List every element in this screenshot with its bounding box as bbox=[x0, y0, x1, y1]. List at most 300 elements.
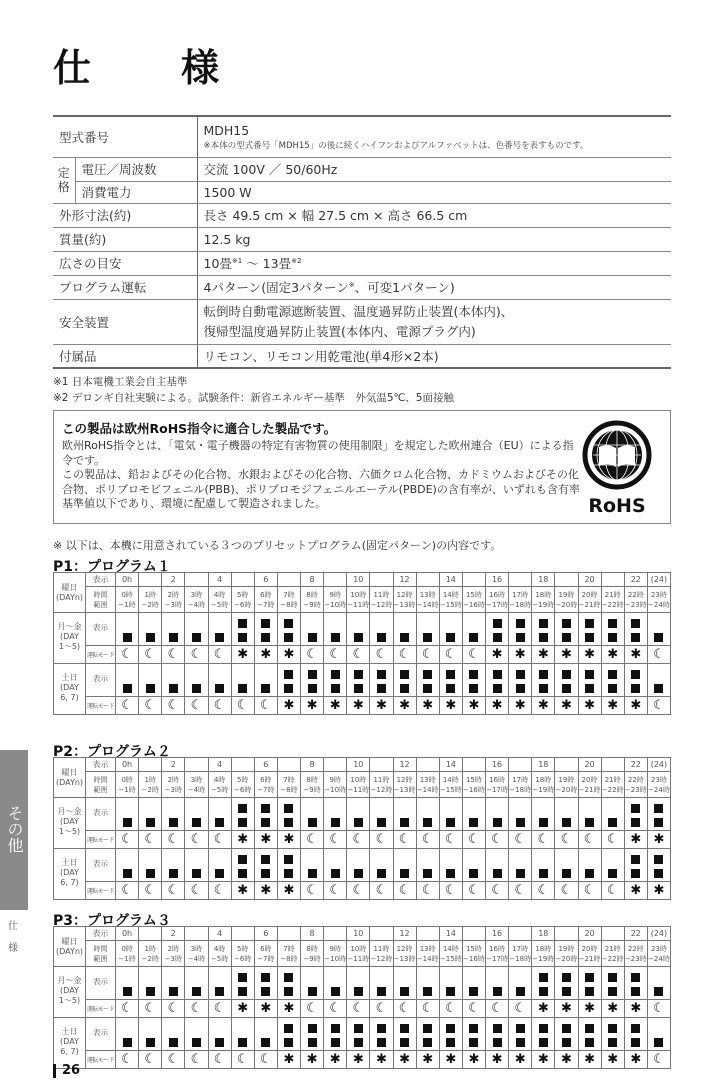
time-range-cell: 4時 −5時 bbox=[208, 772, 231, 798]
level-square-icon bbox=[585, 818, 594, 827]
level-square-icon bbox=[146, 987, 155, 996]
display-level-cell bbox=[509, 664, 532, 697]
time-range-cell: 22時 −23時 bbox=[624, 772, 647, 798]
display-level-cell bbox=[647, 967, 670, 1000]
level-square-icon bbox=[493, 684, 502, 693]
sun-icon: ✱ bbox=[630, 1000, 642, 1016]
time-range-cell: 11時 −12時 bbox=[370, 772, 393, 798]
mode-cell bbox=[324, 831, 347, 849]
level-square-icon bbox=[608, 670, 617, 679]
mode-cell bbox=[324, 646, 347, 664]
level-square-icon bbox=[400, 869, 409, 878]
display-level-cell bbox=[647, 613, 670, 646]
mode-cell bbox=[647, 882, 670, 900]
level-square-icon bbox=[516, 619, 525, 628]
mode-cell bbox=[185, 697, 208, 715]
mode-cell bbox=[393, 1000, 416, 1018]
display-level-cell bbox=[324, 613, 347, 646]
moon-icon: ☾ bbox=[144, 697, 157, 713]
level-square-icon bbox=[608, 869, 617, 878]
display-level-cell bbox=[532, 798, 555, 831]
moon-icon: ☾ bbox=[444, 882, 457, 898]
time-range-cell: 18時 −19時 bbox=[532, 587, 555, 613]
spec-value-power: 1500 W bbox=[197, 181, 671, 203]
spec-value-accessories: リモコン、リモコン用乾電池(単4形×2本) bbox=[197, 344, 671, 368]
time-range-header: 時間 範囲 bbox=[86, 587, 116, 613]
level-square-icon bbox=[261, 804, 270, 813]
level-square-icon bbox=[169, 987, 178, 996]
sun-icon: ✱ bbox=[306, 1051, 318, 1067]
display-level-cell bbox=[231, 664, 254, 697]
moon-icon: ☾ bbox=[167, 882, 180, 898]
rohs-title: この製品は欧州RoHS指令に適合した製品です。 bbox=[62, 421, 337, 436]
display-level-cell bbox=[139, 849, 162, 882]
level-square-icon bbox=[608, 987, 617, 996]
mode-cell bbox=[462, 882, 485, 900]
display-level-cell bbox=[393, 967, 416, 1000]
level-square-icon bbox=[631, 1038, 640, 1047]
sun-icon: ✱ bbox=[260, 1000, 272, 1016]
hour-mark: 2 bbox=[162, 573, 185, 587]
level-square-icon bbox=[331, 869, 340, 878]
moon-icon: ☾ bbox=[514, 831, 527, 847]
level-square-icon bbox=[585, 633, 594, 642]
sun-icon: ✱ bbox=[468, 1051, 480, 1067]
display-level-cell bbox=[185, 798, 208, 831]
mode-cell bbox=[254, 646, 277, 664]
level-square-icon bbox=[516, 987, 525, 996]
mode-cell bbox=[601, 1000, 624, 1018]
level-square-icon bbox=[516, 869, 525, 878]
hour-mark: (24) bbox=[647, 927, 670, 941]
level-square-icon bbox=[238, 869, 247, 878]
display-level-cell bbox=[301, 849, 324, 882]
mode-cell bbox=[601, 646, 624, 664]
display-level-cell bbox=[509, 613, 532, 646]
sun-icon: ✱ bbox=[607, 646, 619, 662]
footnotes bbox=[53, 374, 454, 406]
display-level-cell bbox=[254, 798, 277, 831]
spec-value-voltage: 交流 100V ／ 50/60Hz bbox=[197, 157, 671, 181]
level-square-icon bbox=[446, 869, 455, 878]
sun-icon: ✱ bbox=[491, 1051, 503, 1067]
level-square-icon bbox=[331, 633, 340, 642]
sun-icon: ✱ bbox=[283, 882, 295, 898]
time-range-cell: 7時 −8時 bbox=[277, 772, 300, 798]
mode-cell bbox=[277, 697, 300, 715]
display-level-cell bbox=[254, 613, 277, 646]
hour-mark bbox=[324, 758, 347, 772]
level-square-icon bbox=[631, 1024, 640, 1033]
section-tab-other: その他 bbox=[0, 750, 28, 910]
display-level-cell bbox=[185, 1018, 208, 1051]
hour-mark: 16 bbox=[486, 927, 509, 941]
sun-icon: ✱ bbox=[329, 1051, 341, 1067]
moon-icon: ☾ bbox=[121, 1051, 133, 1067]
level-square-icon bbox=[308, 633, 317, 642]
hour-mark: 18 bbox=[532, 573, 555, 587]
level-square-icon bbox=[261, 973, 270, 982]
level-square-icon bbox=[469, 818, 478, 827]
mode-cell bbox=[509, 1000, 532, 1018]
display-level-cell bbox=[601, 967, 624, 1000]
level-square-icon bbox=[192, 987, 201, 996]
display-label: 表示 bbox=[86, 613, 116, 646]
time-range-cell: 22時 −23時 bbox=[624, 587, 647, 613]
moon-icon: ☾ bbox=[329, 1000, 342, 1016]
level-square-icon bbox=[400, 1038, 409, 1047]
level-square-icon bbox=[169, 1038, 178, 1047]
level-square-icon bbox=[631, 869, 640, 878]
spec-value-program: 4パターン(固定3パターン※、可変1パターン) bbox=[197, 275, 671, 299]
level-square-icon bbox=[284, 869, 293, 878]
display-label: 表示 bbox=[86, 967, 116, 1000]
level-square-icon bbox=[215, 684, 224, 693]
hour-mark: 16 bbox=[486, 573, 509, 587]
moon-icon: ☾ bbox=[213, 882, 226, 898]
display-level-cell bbox=[301, 613, 324, 646]
moon-icon: ☾ bbox=[352, 831, 365, 847]
mode-cell bbox=[532, 831, 555, 849]
spec-value-safety: 転倒時自動電源遮断装置、温度過昇防止装置(本体内)、 復帰型温度過昇防止装置(本体内、電源プラグ内) bbox=[197, 299, 671, 344]
sun-icon: ✱ bbox=[584, 1000, 596, 1016]
moon-icon: ☾ bbox=[306, 882, 318, 898]
mode-cell bbox=[231, 1000, 254, 1018]
display-level-cell bbox=[370, 1018, 393, 1051]
time-range-cell: 2時 −3時 bbox=[162, 941, 185, 967]
display-level-cell bbox=[370, 849, 393, 882]
mode-cell bbox=[231, 697, 254, 715]
moon-icon: ☾ bbox=[167, 831, 180, 847]
display-level-cell bbox=[624, 967, 647, 1000]
level-square-icon bbox=[469, 1024, 478, 1033]
display-level-cell bbox=[393, 613, 416, 646]
time-range-cell: 3時 −4時 bbox=[185, 772, 208, 798]
display-level-cell bbox=[393, 798, 416, 831]
mode-cell bbox=[116, 882, 139, 900]
moon-icon: ☾ bbox=[190, 831, 203, 847]
time-range-cell: 5時 −6時 bbox=[231, 772, 254, 798]
sun-icon: ✱ bbox=[237, 1000, 249, 1016]
spec-label-accessories: 付属品 bbox=[53, 344, 197, 368]
mode-cell bbox=[624, 831, 647, 849]
display-level-cell bbox=[532, 849, 555, 882]
level-square-icon bbox=[608, 619, 617, 628]
level-square-icon bbox=[284, 973, 293, 982]
display-level-cell bbox=[301, 967, 324, 1000]
mode-cell bbox=[347, 697, 370, 715]
level-square-icon bbox=[261, 987, 270, 996]
display-level-cell bbox=[254, 1018, 277, 1051]
moon-icon: ☾ bbox=[306, 646, 318, 662]
hour-mark: 6 bbox=[254, 927, 277, 941]
level-square-icon bbox=[123, 633, 132, 642]
sun-icon: ✱ bbox=[329, 697, 341, 713]
level-square-icon bbox=[146, 818, 155, 827]
mode-cell bbox=[370, 697, 393, 715]
mode-cell bbox=[578, 646, 601, 664]
level-square-icon bbox=[493, 818, 502, 827]
display-level-cell bbox=[486, 798, 509, 831]
display-level-cell bbox=[439, 967, 462, 1000]
display-level-cell bbox=[116, 1018, 139, 1051]
time-range-cell: 3時 −4時 bbox=[185, 587, 208, 613]
level-square-icon bbox=[539, 818, 548, 827]
moon-icon: ☾ bbox=[121, 646, 133, 662]
moon-icon: ☾ bbox=[491, 882, 503, 898]
moon-icon: ☾ bbox=[560, 831, 573, 847]
level-square-icon bbox=[192, 1038, 201, 1047]
level-square-icon bbox=[377, 1038, 386, 1047]
hour-mark bbox=[462, 573, 485, 587]
level-square-icon bbox=[169, 818, 178, 827]
moon-icon: ☾ bbox=[259, 697, 272, 713]
level-square-icon bbox=[539, 973, 548, 982]
display-level-cell bbox=[647, 849, 670, 882]
spec-value-dimensions: 長さ 49.5 cm × 幅 27.5 cm × 高さ 66.5 cm bbox=[197, 203, 671, 227]
level-square-icon bbox=[308, 1024, 317, 1033]
mode-cell bbox=[324, 1051, 347, 1069]
display-level-cell bbox=[393, 1018, 416, 1051]
level-square-icon bbox=[539, 633, 548, 642]
hour-mark bbox=[231, 573, 254, 587]
sun-icon: ✱ bbox=[514, 1051, 526, 1067]
level-square-icon bbox=[400, 1024, 409, 1033]
display-level-cell bbox=[277, 798, 300, 831]
display-level-cell bbox=[439, 1018, 462, 1051]
program-schedule-table bbox=[53, 572, 671, 715]
display-level-cell bbox=[162, 849, 185, 882]
display-header: 表示 bbox=[86, 927, 116, 941]
sun-icon: ✱ bbox=[653, 831, 665, 847]
weekend-label: 土日 (DAY 6, 7) bbox=[54, 664, 86, 715]
display-level-cell bbox=[416, 967, 439, 1000]
level-square-icon bbox=[446, 818, 455, 827]
level-square-icon bbox=[284, 633, 293, 642]
level-square-icon bbox=[562, 869, 571, 878]
moon-icon: ☾ bbox=[583, 831, 596, 847]
moon-icon: ☾ bbox=[121, 882, 133, 898]
display-label: 表示 bbox=[86, 798, 116, 831]
mode-cell bbox=[116, 646, 139, 664]
mode-cell bbox=[509, 1051, 532, 1069]
display-level-cell bbox=[162, 613, 185, 646]
mode-cell bbox=[277, 1000, 300, 1018]
level-square-icon bbox=[354, 684, 363, 693]
moon-icon: ☾ bbox=[121, 1000, 133, 1016]
sun-icon: ✱ bbox=[537, 1000, 549, 1016]
level-square-icon bbox=[469, 684, 478, 693]
display-level-cell bbox=[162, 664, 185, 697]
hour-mark: (24) bbox=[647, 758, 670, 772]
time-range-cell: 23時 −24時 bbox=[647, 587, 670, 613]
display-level-cell bbox=[277, 1018, 300, 1051]
mode-cell bbox=[647, 646, 670, 664]
sun-icon: ✱ bbox=[283, 1051, 295, 1067]
hour-mark: 14 bbox=[439, 758, 462, 772]
display-level-cell bbox=[231, 613, 254, 646]
mode-cell bbox=[139, 697, 162, 715]
level-square-icon bbox=[446, 670, 455, 679]
sun-icon: ✱ bbox=[584, 646, 596, 662]
mode-cell bbox=[486, 1000, 509, 1018]
level-square-icon bbox=[284, 818, 293, 827]
display-level-cell bbox=[555, 1018, 578, 1051]
mode-cell bbox=[370, 1051, 393, 1069]
level-square-icon bbox=[516, 1038, 525, 1047]
display-level-cell bbox=[555, 967, 578, 1000]
display-level-cell bbox=[116, 967, 139, 1000]
level-square-icon bbox=[284, 804, 293, 813]
spec-label-dimensions: 外形寸法(約) bbox=[53, 203, 197, 227]
hour-mark bbox=[139, 758, 162, 772]
level-square-icon bbox=[446, 1038, 455, 1047]
hour-mark: 0h bbox=[116, 758, 139, 772]
mode-cell bbox=[208, 882, 231, 900]
moon-icon: ☾ bbox=[190, 1000, 203, 1016]
display-header: 表示 bbox=[86, 573, 116, 587]
sun-icon: ✱ bbox=[283, 697, 295, 713]
mode-cell bbox=[162, 831, 185, 849]
hour-mark: 8 bbox=[301, 927, 324, 941]
level-square-icon bbox=[238, 987, 247, 996]
level-square-icon bbox=[608, 818, 617, 827]
hour-mark: 22 bbox=[624, 758, 647, 772]
mode-cell bbox=[462, 1000, 485, 1018]
moon-icon: ☾ bbox=[583, 882, 596, 898]
sun-icon: ✱ bbox=[422, 697, 434, 713]
mode-cell bbox=[555, 882, 578, 900]
mode-cell bbox=[116, 1051, 139, 1069]
level-square-icon bbox=[608, 1038, 617, 1047]
moon-icon: ☾ bbox=[421, 882, 434, 898]
display-level-cell bbox=[601, 798, 624, 831]
mode-cell bbox=[208, 697, 231, 715]
mode-cell bbox=[324, 697, 347, 715]
moon-icon: ☾ bbox=[213, 1000, 226, 1016]
mode-cell bbox=[162, 1000, 185, 1018]
spec-label-weight: 質量(約) bbox=[53, 227, 197, 251]
display-level-cell bbox=[578, 798, 601, 831]
level-square-icon bbox=[238, 1038, 247, 1047]
sun-icon: ✱ bbox=[630, 831, 642, 847]
sun-icon: ✱ bbox=[422, 1051, 434, 1067]
mode-cell bbox=[393, 1051, 416, 1069]
moon-icon: ☾ bbox=[236, 1051, 249, 1067]
mode-cell bbox=[416, 1000, 439, 1018]
display-level-cell bbox=[416, 664, 439, 697]
hour-mark bbox=[324, 927, 347, 941]
display-level-cell bbox=[439, 613, 462, 646]
display-level-cell bbox=[254, 664, 277, 697]
mode-cell bbox=[647, 697, 670, 715]
sun-icon: ✱ bbox=[283, 646, 295, 662]
display-level-cell bbox=[277, 849, 300, 882]
spec-label-voltage: 電圧／周波数 bbox=[75, 157, 197, 181]
display-level-cell bbox=[486, 1018, 509, 1051]
mode-cell bbox=[647, 831, 670, 849]
hour-mark bbox=[416, 758, 439, 772]
sun-icon: ✱ bbox=[468, 697, 480, 713]
display-level-cell bbox=[347, 798, 370, 831]
display-level-cell bbox=[116, 798, 139, 831]
time-range-cell: 8時 −9時 bbox=[301, 941, 324, 967]
sun-icon: ✱ bbox=[514, 646, 526, 662]
sun-icon: ✱ bbox=[260, 882, 272, 898]
moon-icon: ☾ bbox=[398, 646, 411, 662]
level-square-icon bbox=[284, 670, 293, 679]
display-level-cell bbox=[324, 967, 347, 1000]
rohs-body-paragraph-1: 欧州RoHS指令とは、「電気・電子機器の特定有害物質の使用制限」を規定した欧州連合（EU）による指令です。 bbox=[62, 439, 574, 467]
display-level-cell bbox=[578, 849, 601, 882]
moon-icon: ☾ bbox=[190, 646, 203, 662]
display-level-cell bbox=[462, 1018, 485, 1051]
hour-mark: 0h bbox=[116, 927, 139, 941]
level-square-icon bbox=[377, 633, 386, 642]
level-square-icon bbox=[585, 973, 594, 982]
moon-icon: ☾ bbox=[653, 1051, 665, 1067]
level-square-icon bbox=[377, 1024, 386, 1033]
time-range-cell: 0時 −1時 bbox=[116, 587, 139, 613]
level-square-icon bbox=[654, 818, 663, 827]
mode-cell bbox=[162, 646, 185, 664]
level-square-icon bbox=[562, 684, 571, 693]
mode-cell bbox=[254, 1051, 277, 1069]
mode-cell bbox=[439, 646, 462, 664]
mode-cell bbox=[416, 646, 439, 664]
hour-mark: 12 bbox=[393, 758, 416, 772]
display-level-cell bbox=[301, 1018, 324, 1051]
hour-mark bbox=[370, 573, 393, 587]
display-level-cell bbox=[601, 1018, 624, 1051]
mode-cell bbox=[578, 831, 601, 849]
hour-mark: 4 bbox=[208, 927, 231, 941]
level-square-icon bbox=[354, 869, 363, 878]
hour-mark: 16 bbox=[486, 758, 509, 772]
level-square-icon bbox=[539, 869, 548, 878]
hour-mark bbox=[462, 927, 485, 941]
level-square-icon bbox=[308, 670, 317, 679]
hour-mark bbox=[370, 758, 393, 772]
display-level-cell bbox=[532, 1018, 555, 1051]
mode-cell bbox=[486, 831, 509, 849]
mode-cell bbox=[647, 1051, 670, 1069]
display-level-cell bbox=[277, 664, 300, 697]
level-square-icon bbox=[354, 1024, 363, 1033]
time-range-cell: 11時 −12時 bbox=[370, 941, 393, 967]
mode-cell bbox=[277, 646, 300, 664]
moon-icon: ☾ bbox=[121, 831, 133, 847]
time-range-cell: 15時 −16時 bbox=[462, 587, 485, 613]
level-square-icon bbox=[284, 1024, 293, 1033]
display-level-cell bbox=[208, 798, 231, 831]
time-range-cell: 21時 −22時 bbox=[601, 941, 624, 967]
display-level-cell bbox=[277, 613, 300, 646]
mode-cell bbox=[555, 646, 578, 664]
level-square-icon bbox=[377, 684, 386, 693]
level-square-icon bbox=[123, 818, 132, 827]
moon-icon: ☾ bbox=[375, 646, 388, 662]
mode-label: 運転モード bbox=[86, 646, 116, 664]
mode-cell bbox=[439, 697, 462, 715]
moon-icon: ☾ bbox=[236, 697, 249, 713]
hour-mark bbox=[185, 927, 208, 941]
display-level-cell bbox=[578, 664, 601, 697]
level-square-icon bbox=[284, 619, 293, 628]
level-square-icon bbox=[562, 818, 571, 827]
time-range-cell: 21時 −22時 bbox=[601, 587, 624, 613]
sun-icon: ✱ bbox=[375, 697, 387, 713]
